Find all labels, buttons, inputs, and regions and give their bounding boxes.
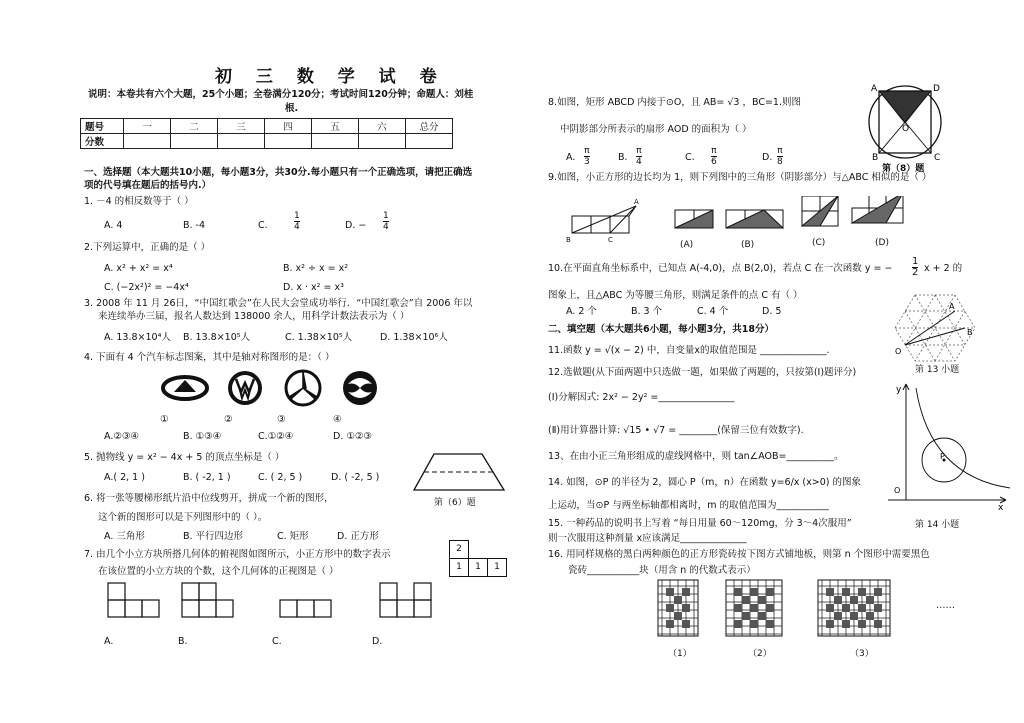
q5-option-c[interactable]: C. ( 2, 5 ) — [258, 472, 303, 483]
q16-label-2: （2） — [748, 649, 772, 659]
q4-label-1: ① — [160, 414, 169, 425]
q9-option-a[interactable]: (A) — [680, 240, 694, 250]
q6-option-a[interactable]: A. 三角形 — [104, 531, 145, 542]
q8-stem-2: 中阴影部分所表示的扇形 AOD 的面积为（ ） — [560, 124, 752, 135]
q8-figure-caption: 第（8）题 — [882, 164, 925, 174]
score-table-score-row — [81, 134, 453, 149]
q9-stem: 9.如图，小正方形的边长均为 1，则下列图中的三角形（阴影部分）与△ABC 相似的是（ ） — [548, 172, 932, 183]
q1-option-c[interactable]: C. — [258, 220, 268, 231]
q6-option-d[interactable]: D. 正方形 — [337, 531, 379, 542]
q4-label-3: ③ — [277, 414, 286, 425]
q1-option-c-fraction: $\frac{1}{4}$ — [294, 211, 300, 232]
q13-text: 13、在由小正三角形组成的虚线网格中，则 tan∠AOB=__________。 — [548, 451, 844, 462]
q7-front-views — [100, 575, 440, 625]
section2-heading: 二、填空题（本大题共6小题，每小题3分，共18分） — [548, 324, 774, 335]
q10-option-b[interactable]: B. 3 个 — [631, 306, 663, 317]
q3-option-a[interactable]: A. 13.8×10⁴人 — [104, 332, 171, 343]
point-label: P — [940, 452, 945, 461]
q4-label-2: ② — [224, 414, 233, 425]
q15-stem-2: 则一次服用这种剂量 x应该满足______________ — [548, 533, 747, 544]
q16-pattern-1 — [658, 580, 698, 636]
intro-text: 说明：本卷共有六个大题，25个小题；全卷满分120分；考试时间120分钟；命题人：刘桂 — [88, 89, 474, 100]
grid-cell: 1 — [449, 558, 469, 577]
q4-stem: 4. 下面有 4 个汽车标志图案，其中是轴对称图形的是：（ ） — [84, 352, 335, 363]
q14-coordinate-figure — [888, 380, 1018, 520]
table-cell: 六 — [359, 119, 406, 134]
q1-option-d[interactable]: D. − — [345, 220, 367, 231]
intro-text-2: 根. — [285, 103, 299, 114]
point-label: D — [933, 84, 940, 94]
q8-option-a[interactable]: A. — [566, 152, 576, 163]
point-label: B — [566, 236, 571, 244]
q3-stem-2: 来连续举办三届，报名人数达到 138000 余人，用科学计数法表示为（ ） — [98, 311, 410, 322]
q13-triangle-grid-figure — [893, 292, 977, 362]
mercedes-logo-icon — [286, 371, 320, 405]
q8-option-d[interactable]: D. — [762, 152, 773, 163]
score-input-cell[interactable] — [406, 134, 453, 149]
q7-stem: 7. 由几个小立方块所搭几何体的俯视图如图所示，小正方形中的数字表示 — [84, 549, 391, 560]
q16-stem-2: 瓷砖___________块（用含 n 的代数式表示） — [568, 565, 756, 576]
q8-option-b-fraction: $\frac{\pi}{4}$ — [636, 146, 642, 167]
q6-stem-2: 这个新的图形可以是下列图形中的（ ）。 — [98, 512, 268, 523]
q10-stem: 10.在平面直角坐标系中，已知点 A(-4,0)，点 B(2,0)，若点 C 在一次函数 y = − — [548, 263, 893, 274]
table-cell: 三 — [218, 119, 265, 134]
section1-heading-2: 项的代号填在题后的括号内.） — [84, 180, 212, 191]
q1-option-b[interactable]: B. -4 — [183, 220, 206, 231]
q4-option-b[interactable]: B. ①③④ — [183, 431, 222, 442]
table-cell: 四 — [265, 119, 312, 134]
point-label: A — [949, 302, 955, 311]
q7-view-d — [380, 583, 431, 617]
q7-option-b[interactable]: B. — [178, 636, 188, 647]
grid-cell: 1 — [468, 558, 488, 577]
table-cell: 总分 — [406, 119, 453, 134]
q8-option-d-fraction: $\frac{\pi}{8}$ — [777, 146, 783, 167]
q12-stem: 12.选做题(从下面两题中只选做一题，如果做了两题的，只按第(Ⅰ)题评分) — [548, 367, 857, 378]
q8-circle-figure — [862, 80, 948, 164]
q16-stem: 16. 用同样规格的黑白两种颜色的正方形瓷砖按下图方式铺地板，则第 n 个图形中需要黑色 — [548, 549, 930, 560]
score-input-cell[interactable] — [171, 134, 218, 149]
q9-option-d[interactable]: (D) — [875, 238, 889, 248]
score-input-cell[interactable] — [265, 134, 312, 149]
q4-option-d[interactable]: D. ①②③ — [333, 431, 372, 442]
q10-stem-2: 图象上，且△ABC 为等腰三角形，则满足条件的点 C 有（ ） — [548, 290, 803, 301]
q16-tile-patterns — [654, 578, 914, 640]
volkswagen-logo-icon — [228, 371, 262, 405]
score-input-cell[interactable] — [218, 134, 265, 149]
q8-option-a-fraction: $\frac{\pi}{3}$ — [584, 146, 590, 167]
q7-view-c — [280, 600, 331, 617]
q7-top-view-grid — [449, 540, 509, 578]
q3-option-d[interactable]: D. 1.38×10⁶人 — [380, 332, 448, 343]
q6-option-b[interactable]: B. 平行四边形 — [183, 531, 244, 542]
q13-figure-caption: 第 13 小题 — [915, 365, 960, 375]
q7-option-a[interactable]: A. — [104, 636, 114, 647]
q7-option-d[interactable]: D. — [372, 636, 383, 647]
q9-triangle-abc — [566, 198, 639, 244]
point-label: O — [895, 347, 902, 356]
point-label: B — [872, 153, 879, 163]
point-label: A — [871, 84, 878, 94]
q8-option-c-fraction: $\frac{\pi}{6}$ — [711, 146, 717, 167]
q9-option-b[interactable]: (B) — [741, 240, 755, 250]
axis-label: x — [998, 503, 1004, 513]
q3-stem: 3. 2008 年 11 月 26日，“中国红歌会”在人民大会堂成功举行．“中国红歌会”自 2006 年以 — [84, 298, 473, 309]
trapezoid-figure — [412, 452, 507, 494]
q4-label-4: ④ — [333, 414, 342, 425]
point-label: O — [894, 486, 901, 495]
q8-option-b[interactable]: B. — [618, 152, 628, 163]
exam-title: 初 三 数 学 试 卷 — [215, 67, 446, 87]
q7-stem-2: 在该位置的小立方块的个数，这个几何体的正视图是（ ） — [98, 566, 339, 577]
infiniti-logo-icon — [163, 377, 207, 399]
q9-option-a-figure — [675, 210, 713, 228]
q16-pattern-2 — [726, 580, 782, 636]
q10-option-a[interactable]: A. 2 个 — [566, 306, 597, 317]
point-label: C — [608, 236, 613, 244]
point-label: A — [634, 198, 639, 206]
q16-ellipsis: …… — [936, 600, 955, 611]
table-cell: 一 — [124, 119, 171, 134]
q12-part1: (Ⅰ)分解因式: 2x² − 2y² =________________ — [548, 392, 735, 403]
point-label: B — [967, 328, 973, 337]
car-logos-figure — [160, 368, 385, 410]
q16-pattern-3 — [818, 580, 890, 636]
q9-option-c-figure — [802, 196, 838, 226]
q10-fraction: $\frac{1}{2}$ — [912, 256, 919, 278]
q2-stem: 2.下列运算中，正确的是（ ） — [84, 242, 211, 253]
q2-option-a[interactable]: A. x² + x² = x⁴ — [104, 263, 173, 274]
q6-option-c[interactable]: C. 矩形 — [277, 531, 309, 542]
table-cell: 分数 — [81, 134, 124, 149]
score-input-cell[interactable] — [124, 134, 171, 149]
q1-option-d-fraction: $\frac{1}{4}$ — [383, 211, 389, 232]
q6-stem: 6. 将一张等腰梯形纸片沿中位线剪开，拼成一个新的图形， — [84, 493, 334, 504]
q1-option-a[interactable]: A. 4 — [104, 220, 123, 231]
q5-stem: 5. 抛物线 y = x² − 4x + 5 的顶点坐标是（ ） — [84, 452, 285, 463]
q7-option-c[interactable]: C. — [272, 636, 282, 647]
score-table — [80, 118, 453, 149]
q2-option-c[interactable]: C. (−2x²)² = −4x⁴ — [104, 282, 189, 293]
q3-option-b[interactable]: B. 13.8×10⁵人 — [183, 332, 251, 343]
point-label: O — [902, 124, 910, 134]
q9-option-c[interactable]: (C) — [812, 238, 826, 248]
axis-label: y — [896, 385, 902, 395]
q16-label-1: （1） — [668, 649, 692, 659]
q14-figure-caption: 第 14 小题 — [915, 520, 960, 530]
q6-figure-caption: 第（6）题 — [434, 498, 476, 508]
score-table-header-row — [81, 119, 453, 134]
section1-heading: 一、选择题（本大题共10小题，每小题3分，共30分.每小题只有一个正确选项，请把正确选 — [84, 167, 473, 178]
point-label: C — [934, 153, 941, 163]
q14-stem: 14. 如图，⊙P 的半径为 2，圆心 P（m，n）在函数 y=6/x (x>0) 的图象 — [548, 477, 861, 488]
table-cell: 二 — [171, 119, 218, 134]
q4-option-c[interactable]: C.①②④ — [258, 431, 294, 442]
q12-part2: (Ⅱ)用计算器计算: √15 • √7 = ________(保留三位有效数字). — [548, 425, 804, 436]
q9-option-b-figure — [726, 210, 783, 228]
table-cell: 题号 — [81, 119, 124, 134]
score-input-cell[interactable] — [312, 134, 359, 149]
grid-cell: 2 — [449, 540, 469, 559]
q10-option-c[interactable]: C. 4 个 — [697, 306, 729, 317]
q16-label-3: （3） — [850, 649, 874, 659]
q15-stem: 15. 一种药品的说明书上写着 “每日用量 60～120mg，分 3～4次服用” — [548, 518, 852, 529]
q5-option-b[interactable]: B. ( -2, 1 ) — [183, 472, 231, 483]
q5-option-a[interactable]: A.( 2, 1 ) — [104, 472, 145, 483]
q8-option-c[interactable]: C. — [685, 152, 695, 163]
fourth-logo-icon — [343, 371, 377, 405]
q4-option-a[interactable]: A.②③④ — [104, 431, 139, 442]
grid-cell: 1 — [487, 558, 507, 577]
table-cell: 五 — [312, 119, 359, 134]
q2-option-b[interactable]: B. x² ÷ x = x² — [283, 263, 349, 274]
q9-option-d-figure — [852, 196, 903, 223]
q7-view-a — [108, 583, 159, 617]
q11-text: 11.函数 y = √(x − 2) 中，自变量x的取值范围是 ______________. — [548, 345, 830, 356]
q14-stem-2: 上运动，当⊙P 与两坐标轴都相离时，m 的取值范围为___________ — [548, 500, 829, 511]
q8-stem: 8.如图，矩形 ABCD 内接于⊙O，且 AB= √3 ，BC=1.则图 — [548, 97, 801, 108]
q2-option-d[interactable]: D. x · x² = x³ — [283, 282, 344, 293]
q7-view-b — [182, 583, 233, 617]
q3-option-c[interactable]: C. 1.38×10⁵人 — [285, 332, 353, 343]
score-input-cell[interactable] — [359, 134, 406, 149]
q10-stem-tail: x + 2 的 — [924, 263, 963, 274]
q10-option-d[interactable]: D. 5 — [762, 306, 782, 317]
q5-option-d[interactable]: D. ( -2, 5 ) — [331, 472, 380, 483]
q1-stem: 1. －4 的相反数等于（ ） — [84, 196, 194, 207]
